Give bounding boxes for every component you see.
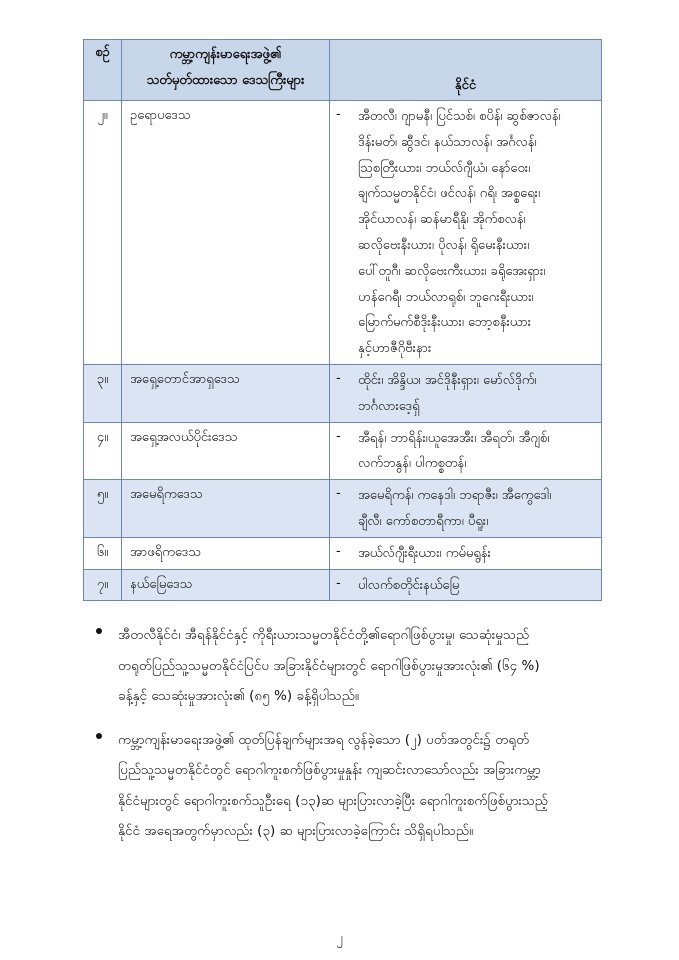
country-line: ထိုင်း၊ အိန္ဒိယ၊ အင်ဒိုနီးရှား၊ မော်လ်ဒိုက်၊	[358, 372, 537, 388]
header-region-line1: ကမ္ဘာ့ကျန်းမာရေးအဖွဲ့၏	[169, 47, 282, 62]
bullet-item	[96, 725, 636, 847]
row-countries	[330, 569, 602, 601]
row-region: ဥရောပဒေသ	[122, 101, 330, 365]
table-header-row	[84, 40, 602, 101]
header-countries: နိုင်ငံ	[330, 40, 602, 101]
row-serial-no: ၂။	[84, 101, 122, 365]
row-serial-no: ၅။	[84, 480, 122, 538]
country-line: ပါလက်စတိုင်းနယ်မြေ	[358, 577, 460, 593]
row-dash: -	[336, 486, 341, 502]
country-line: အီရန်၊ ဘာရိန်း၊ယူအေအီး၊ အီရတ်၊ အီဂျစ်၊	[358, 430, 550, 446]
country-line: ဩစတြီးယား၊ ဘယ်လ်ဂျီယံ၊ နော်ဝေး၊	[358, 160, 531, 176]
bullet-line: နိုင်ငံများတွင် ရောဂါကူးစက်သူဦးရေ (၁၃)ဆ များပြားလာခဲ့ပြီး ရောဂါကူးစက်ဖြစ်ပွားသည့်	[118, 792, 548, 809]
row-dash: -	[336, 107, 341, 122]
bullet-line: တရုတ်ပြည်သူ့သမ္မတနိုင်ငံပြင်ပ အခြားနိုင်ငံများတွင် ရောဂါဖြစ်ပွားမှုအားလုံး၏ (၆၄ %)	[118, 657, 540, 674]
country-line: ဆလိုဗေးနီးယား၊ ပိုလန်၊ ရိုမေးနီးယား၊	[358, 237, 530, 253]
bullet-line: ခန့်နှင့် သေဆုံးမှုအားလုံး၏ (၈၅ %) ခန့်ရှိပါသည်။	[118, 688, 359, 704]
table-row	[84, 480, 602, 538]
row-dash: -	[336, 543, 341, 559]
country-line: အယ်လ်ဂျီးရီးယား၊ ကမ်မရွန်း	[358, 545, 491, 561]
country-line: အီတလီ၊ ဂျာမနီ၊ ပြင်သစ်၊ စပိန်၊ ဆွစ်ဇာလန်၊	[358, 109, 561, 124]
country-line: အိုင်ယာလန်၊ ဆန်မာရီနို၊ အိုက်စလန်၊	[358, 212, 526, 228]
country-line: ဒိန်းမတ်၊ ဆွီဒင်၊ နယ်သာလန်၊ အင်္ဂလန်၊	[358, 134, 537, 150]
country-line: လက်ဘနွန်၊ ပါကစ္စတန်၊	[358, 456, 467, 472]
country-line: ဟန်ဂေရီ၊ ဘယ်လာရုစ်၊ ဘူဂေးရီးယား၊	[358, 289, 534, 305]
bullet-list	[96, 620, 636, 860]
row-region: အာဖရိကဒေသ	[122, 537, 330, 569]
row-countries	[330, 364, 602, 422]
country-line: အမေရိကန်၊ ကနေဒါ၊ ဘရာဇီး၊ အီကွေဒေါ၊	[358, 488, 552, 504]
bullet-line: ကမ္ဘာ့ကျန်းမာရေးအဖွဲ့၏ ထုတ်ပြန်ချက်များအရ လွန်ခဲ့သော (၂) ပတ်အတွင်း၌ တရုတ်	[118, 731, 530, 748]
table-body	[84, 101, 602, 601]
row-countries	[330, 101, 602, 365]
header-serial-no: စဉ်	[84, 40, 122, 101]
row-countries	[330, 480, 602, 538]
bullet-dot-icon	[96, 733, 102, 739]
regions-table-container	[83, 39, 602, 601]
table-row	[84, 422, 602, 480]
bullet-item	[96, 620, 636, 712]
bullet-line: နိုင်ငံ အရေအတွက်မှာလည်း (၃) ဆ များပြားလာခဲ့ကြောင်း သိရှိရပါသည်။	[118, 823, 474, 839]
country-line: နှင့်ဟာဇီဂိုဗီးနား	[358, 341, 432, 357]
row-region: နယ်မြေဒေသ	[122, 569, 330, 601]
bullet-dot-icon	[96, 628, 102, 634]
country-line: ဘင်္ဂလားဒေ့ရှ်	[358, 398, 420, 414]
row-dash: -	[336, 428, 341, 444]
row-region: အမေရိကဒေသ	[122, 480, 330, 538]
row-dash: -	[336, 575, 341, 591]
table-row	[84, 364, 602, 422]
header-region-line2: သတ်မှတ်ထားသော ဒေသကြီးများ	[146, 73, 305, 88]
country-line: ချက်သမ္မတနိုင်ငံ၊ ဖင်လန်၊ ဂရိ၊ အစ္စရေး၊	[358, 186, 541, 202]
table-row	[84, 101, 602, 365]
row-dash: -	[336, 370, 341, 386]
row-serial-no: ၇။	[84, 569, 122, 601]
table-row	[84, 569, 602, 601]
country-line: ပေါ်တူဂီ၊ ဆလိုဗေးကီးယား၊ ခရိုအေးရှား၊	[358, 263, 546, 279]
regions-table	[83, 39, 602, 601]
page-number: ၂	[336, 931, 343, 946]
row-serial-no: ၄။	[84, 422, 122, 480]
country-line: မြောက်မက်စီဒိုးနီးယား၊ ဘော့စနီးယား	[358, 315, 532, 331]
row-serial-no: ၃။	[84, 364, 122, 422]
row-serial-no: ၆။	[84, 537, 122, 569]
row-region: အရှေ့တောင်အာရှဒေသ	[122, 364, 330, 422]
header-region	[122, 40, 330, 101]
bullet-line: အီတလီနိုင်ငံ၊ အီရန်နိုင်ငံနှင့် ကိုရီးယားသမ္မတနိုင်ငံတို့၏ရောဂါဖြစ်ပွားမှု၊ သေဆုံးမှုသည်	[118, 627, 530, 643]
row-countries	[330, 537, 602, 569]
bullet-line: ပြည်သူ့သမ္မတနိုင်ငံတွင် ရောဂါကူးစက်ဖြစ်ပွားမှုနှုန်း ကျဆင်းလာသော်လည်း အခြားကမ္ဘာ့	[118, 762, 541, 778]
row-countries	[330, 422, 602, 480]
row-region: အရှေ့အလယ်ပိုင်းဒေသ	[122, 422, 330, 480]
table-row	[84, 537, 602, 569]
country-line: ချီလီ၊ ကော်စတာရီကာ၊ ပီရူး၊	[358, 513, 489, 529]
